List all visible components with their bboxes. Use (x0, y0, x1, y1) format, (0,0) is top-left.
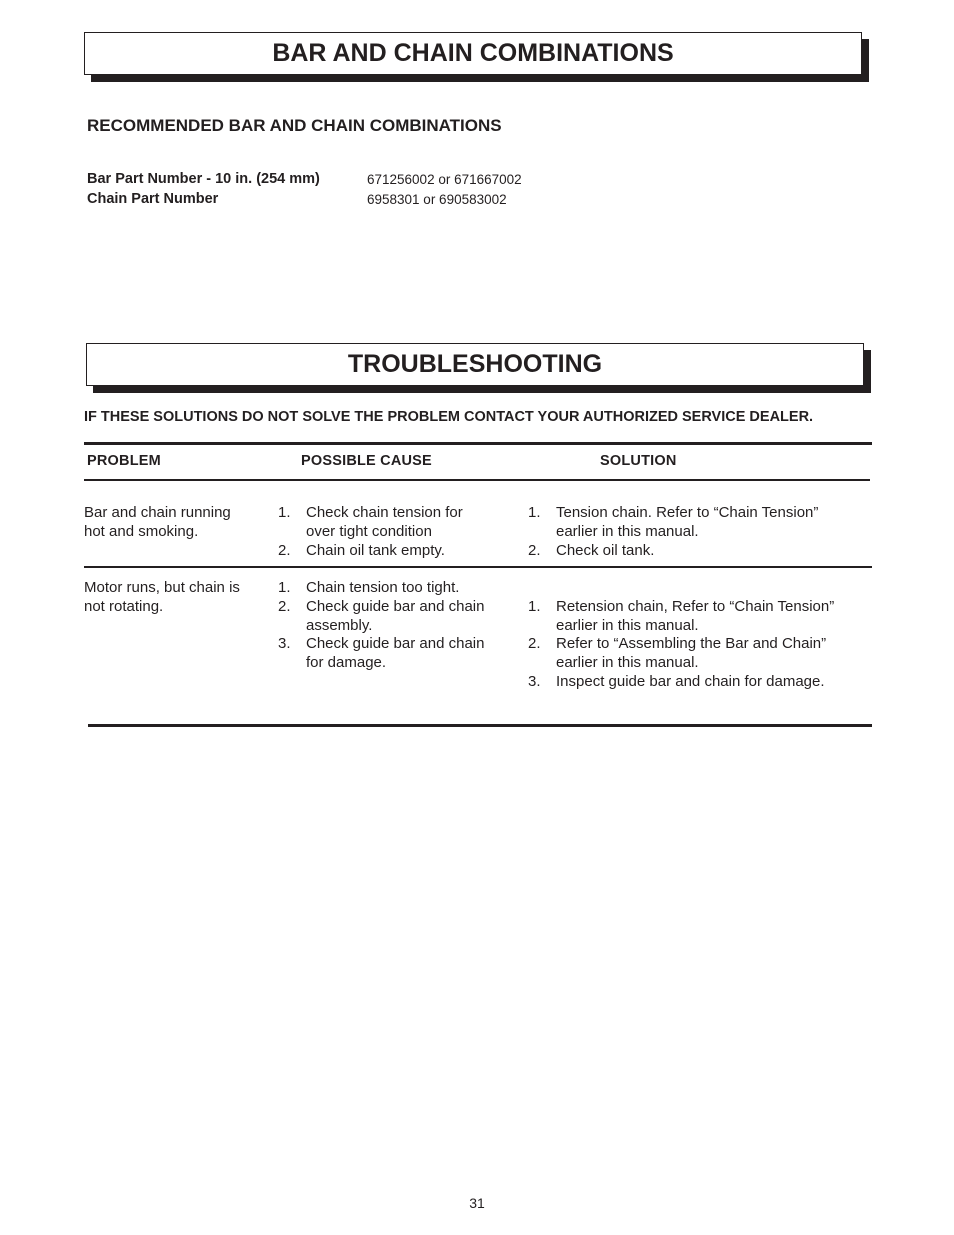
list-number: 1. (528, 504, 541, 521)
list-number: 2. (528, 542, 541, 559)
row-divider (84, 566, 872, 568)
table-top-rule (84, 442, 872, 445)
row1-solution-line: Check oil tank. (556, 542, 655, 559)
list-number: 1. (528, 598, 541, 615)
bar-chain-section-title (84, 32, 862, 75)
chain-part-value: 6958301 or 690583002 (367, 192, 507, 207)
list-number: 2. (278, 542, 291, 559)
bar-chain-title-text: BAR AND CHAIN COMBINATIONS (272, 39, 674, 67)
row2-solution-line: earlier in this manual. (556, 654, 699, 671)
service-dealer-notice: IF THESE SOLUTIONS DO NOT SOLVE THE PROBLEM CONTACT YOUR AUTHORIZED SERVICE DEALER. (84, 409, 814, 425)
row2-solution-line: Inspect guide bar and chain for damage. (556, 673, 825, 690)
row2-cause-line: for damage. (306, 654, 387, 671)
list-number: 1. (278, 579, 291, 596)
row1-solution-line: Tension chain. Refer to “Chain Tension” (556, 504, 819, 521)
row2-problem-line: Motor runs, but chain is (84, 579, 240, 596)
troubleshooting-section-title (86, 343, 864, 386)
list-number: 3. (278, 635, 291, 652)
bar-part-label: Bar Part Number - 10 in. (254 mm) (87, 171, 320, 187)
row1-cause-line: Check chain tension for (306, 504, 463, 521)
bar-part-value: 671256002 or 671667002 (367, 172, 522, 187)
row1-problem-line: Bar and chain running (84, 504, 231, 521)
column-header-cause: POSSIBLE CAUSE (301, 453, 432, 469)
row2-cause-line: Check guide bar and chain (306, 635, 485, 652)
chain-part-label: Chain Part Number (87, 191, 219, 207)
page-number: 31 (469, 1195, 485, 1211)
row1-cause-line: over tight condition (306, 523, 432, 540)
list-number: 2. (278, 598, 291, 615)
row2-solution-line: Retension chain, Refer to “Chain Tension” (556, 598, 835, 615)
row1-problem (84, 503, 231, 541)
row2-solution-line: earlier in this manual. (556, 617, 699, 634)
troubleshooting-title-text: TROUBLESHOOTING (347, 350, 603, 378)
column-header-solution: SOLUTION (600, 453, 677, 469)
header-bottom-rule (84, 479, 870, 481)
table-bottom-rule (88, 724, 872, 727)
recommended-combinations-heading: RECOMMENDED BAR AND CHAIN COMBINATIONS (87, 116, 502, 135)
row1-problem-line: hot and smoking. (84, 523, 199, 540)
list-number: 2. (528, 635, 541, 652)
row2-cause-line: Chain tension too tight. (306, 579, 460, 596)
row2-problem (84, 578, 240, 616)
row2-cause-line: assembly. (306, 617, 373, 634)
row1-solution-line: earlier in this manual. (556, 523, 699, 540)
list-number: 3. (528, 673, 541, 690)
list-number: 1. (278, 504, 291, 521)
row1-cause-line: Chain oil tank empty. (306, 542, 445, 559)
row2-problem-line: not rotating. (84, 598, 164, 615)
column-header-problem: PROBLEM (87, 453, 161, 469)
row2-solution-line: Refer to “Assembling the Bar and Chain” (556, 635, 827, 652)
row2-cause-line: Check guide bar and chain (306, 598, 485, 615)
